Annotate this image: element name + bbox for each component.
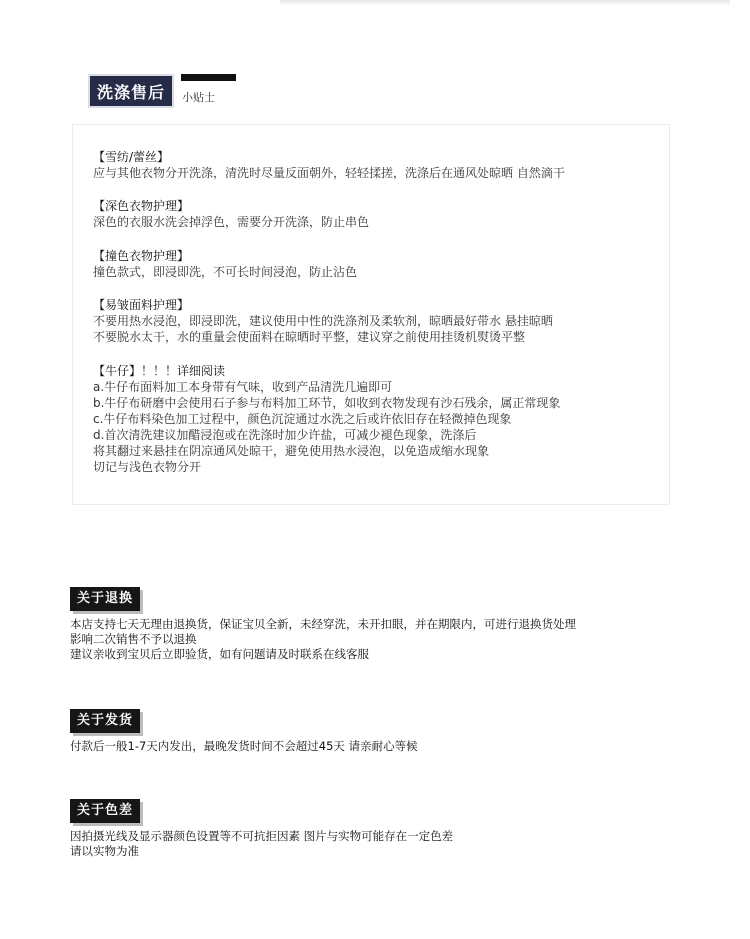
care-text: 不要用热水浸泡，即浸即洗，建议使用中性的洗涤剂及柔软剂，晾晒最好带水 悬挂晾晒 xyxy=(93,314,553,328)
policy-title: 关于色差 xyxy=(70,799,140,823)
policy-text: 付款后一般1-7天内发出，最晚发货时间不会超过45天 请亲耐心等候 xyxy=(70,739,418,753)
policy-color-difference xyxy=(70,799,453,859)
policy-text: 影响二次销售不予以退换 xyxy=(70,632,197,646)
policy-text: 建议亲收到宝贝后立即验货，如有问题请及时联系在线客服 xyxy=(70,647,369,661)
care-text: 不要脱水太干，水的重量会使面料在晾晒时平整，建议穿之前使用挂烫机熨烫平整 xyxy=(93,330,526,344)
care-text: d.首次清洗建议加醋浸泡或在洗涤时加少许盐，可减少褪色现象，洗涤后 xyxy=(93,428,477,442)
care-tips-box xyxy=(72,124,670,505)
care-section-contrast xyxy=(93,248,661,280)
care-section-chiffon xyxy=(93,149,661,181)
care-section-dark xyxy=(93,198,661,230)
care-heading: 【易皱面料护理】 xyxy=(93,298,190,312)
policy-text: 本店支持七天无理由退换货，保证宝贝全新，未经穿洗，未开扣眼，并在期限内，可进行退换货处理 xyxy=(70,617,576,631)
care-text: 切记与浅色衣物分开 xyxy=(93,460,202,474)
care-section-wrinkle xyxy=(93,297,661,345)
care-heading: 【牛仔】！！！详细阅读 xyxy=(93,364,226,378)
care-heading: 【雪纺/蕾丝】 xyxy=(93,150,170,164)
section-subtitle: 小贴士 xyxy=(182,91,215,104)
top-edge-shadow xyxy=(280,0,730,6)
care-section-denim xyxy=(93,363,661,475)
section-title-badge: 洗涤售后 xyxy=(88,74,174,108)
title-accent-bar xyxy=(181,74,236,81)
care-text: 应与其他衣物分开洗涤，清洗时尽量反面朝外，轻轻揉搓，洗涤后在通风处晾晒 自然滴干 xyxy=(93,166,565,180)
policy-title: 关于退换 xyxy=(70,587,140,611)
care-text: c.牛仔布料染色加工过程中，颜色沉淀通过水洗之后或许依旧存在轻微掉色现象 xyxy=(93,412,512,426)
care-text: 深色的衣服水洗会掉浮色，需要分开洗涤，防止串色 xyxy=(93,215,370,229)
policy-text: 请以实物为准 xyxy=(70,844,139,858)
care-text: a.牛仔布面料加工本身带有气味，收到产品清洗几遍即可 xyxy=(93,380,393,394)
care-heading: 【深色衣物护理】 xyxy=(93,199,190,213)
care-text: 将其翻过来悬挂在阴凉通风处晾干，避免使用热水浸泡，以免造成缩水现象 xyxy=(93,444,490,458)
care-heading: 【撞色衣物护理】 xyxy=(93,249,190,263)
policy-shipping xyxy=(70,709,418,754)
care-text: b.牛仔布研磨中会使用石子参与布料加工环节，如收到衣物发现有沙石残余，属正常现象 xyxy=(93,396,561,410)
care-text: 撞色款式，即浸即洗，不可长时间浸泡，防止沾色 xyxy=(93,265,358,279)
policy-text: 因拍摄光线及显示器颜色设置等不可抗拒因素 图片与实物可能存在一定色差 xyxy=(70,829,454,843)
policy-title: 关于发货 xyxy=(70,709,140,733)
policy-returns xyxy=(70,587,576,662)
